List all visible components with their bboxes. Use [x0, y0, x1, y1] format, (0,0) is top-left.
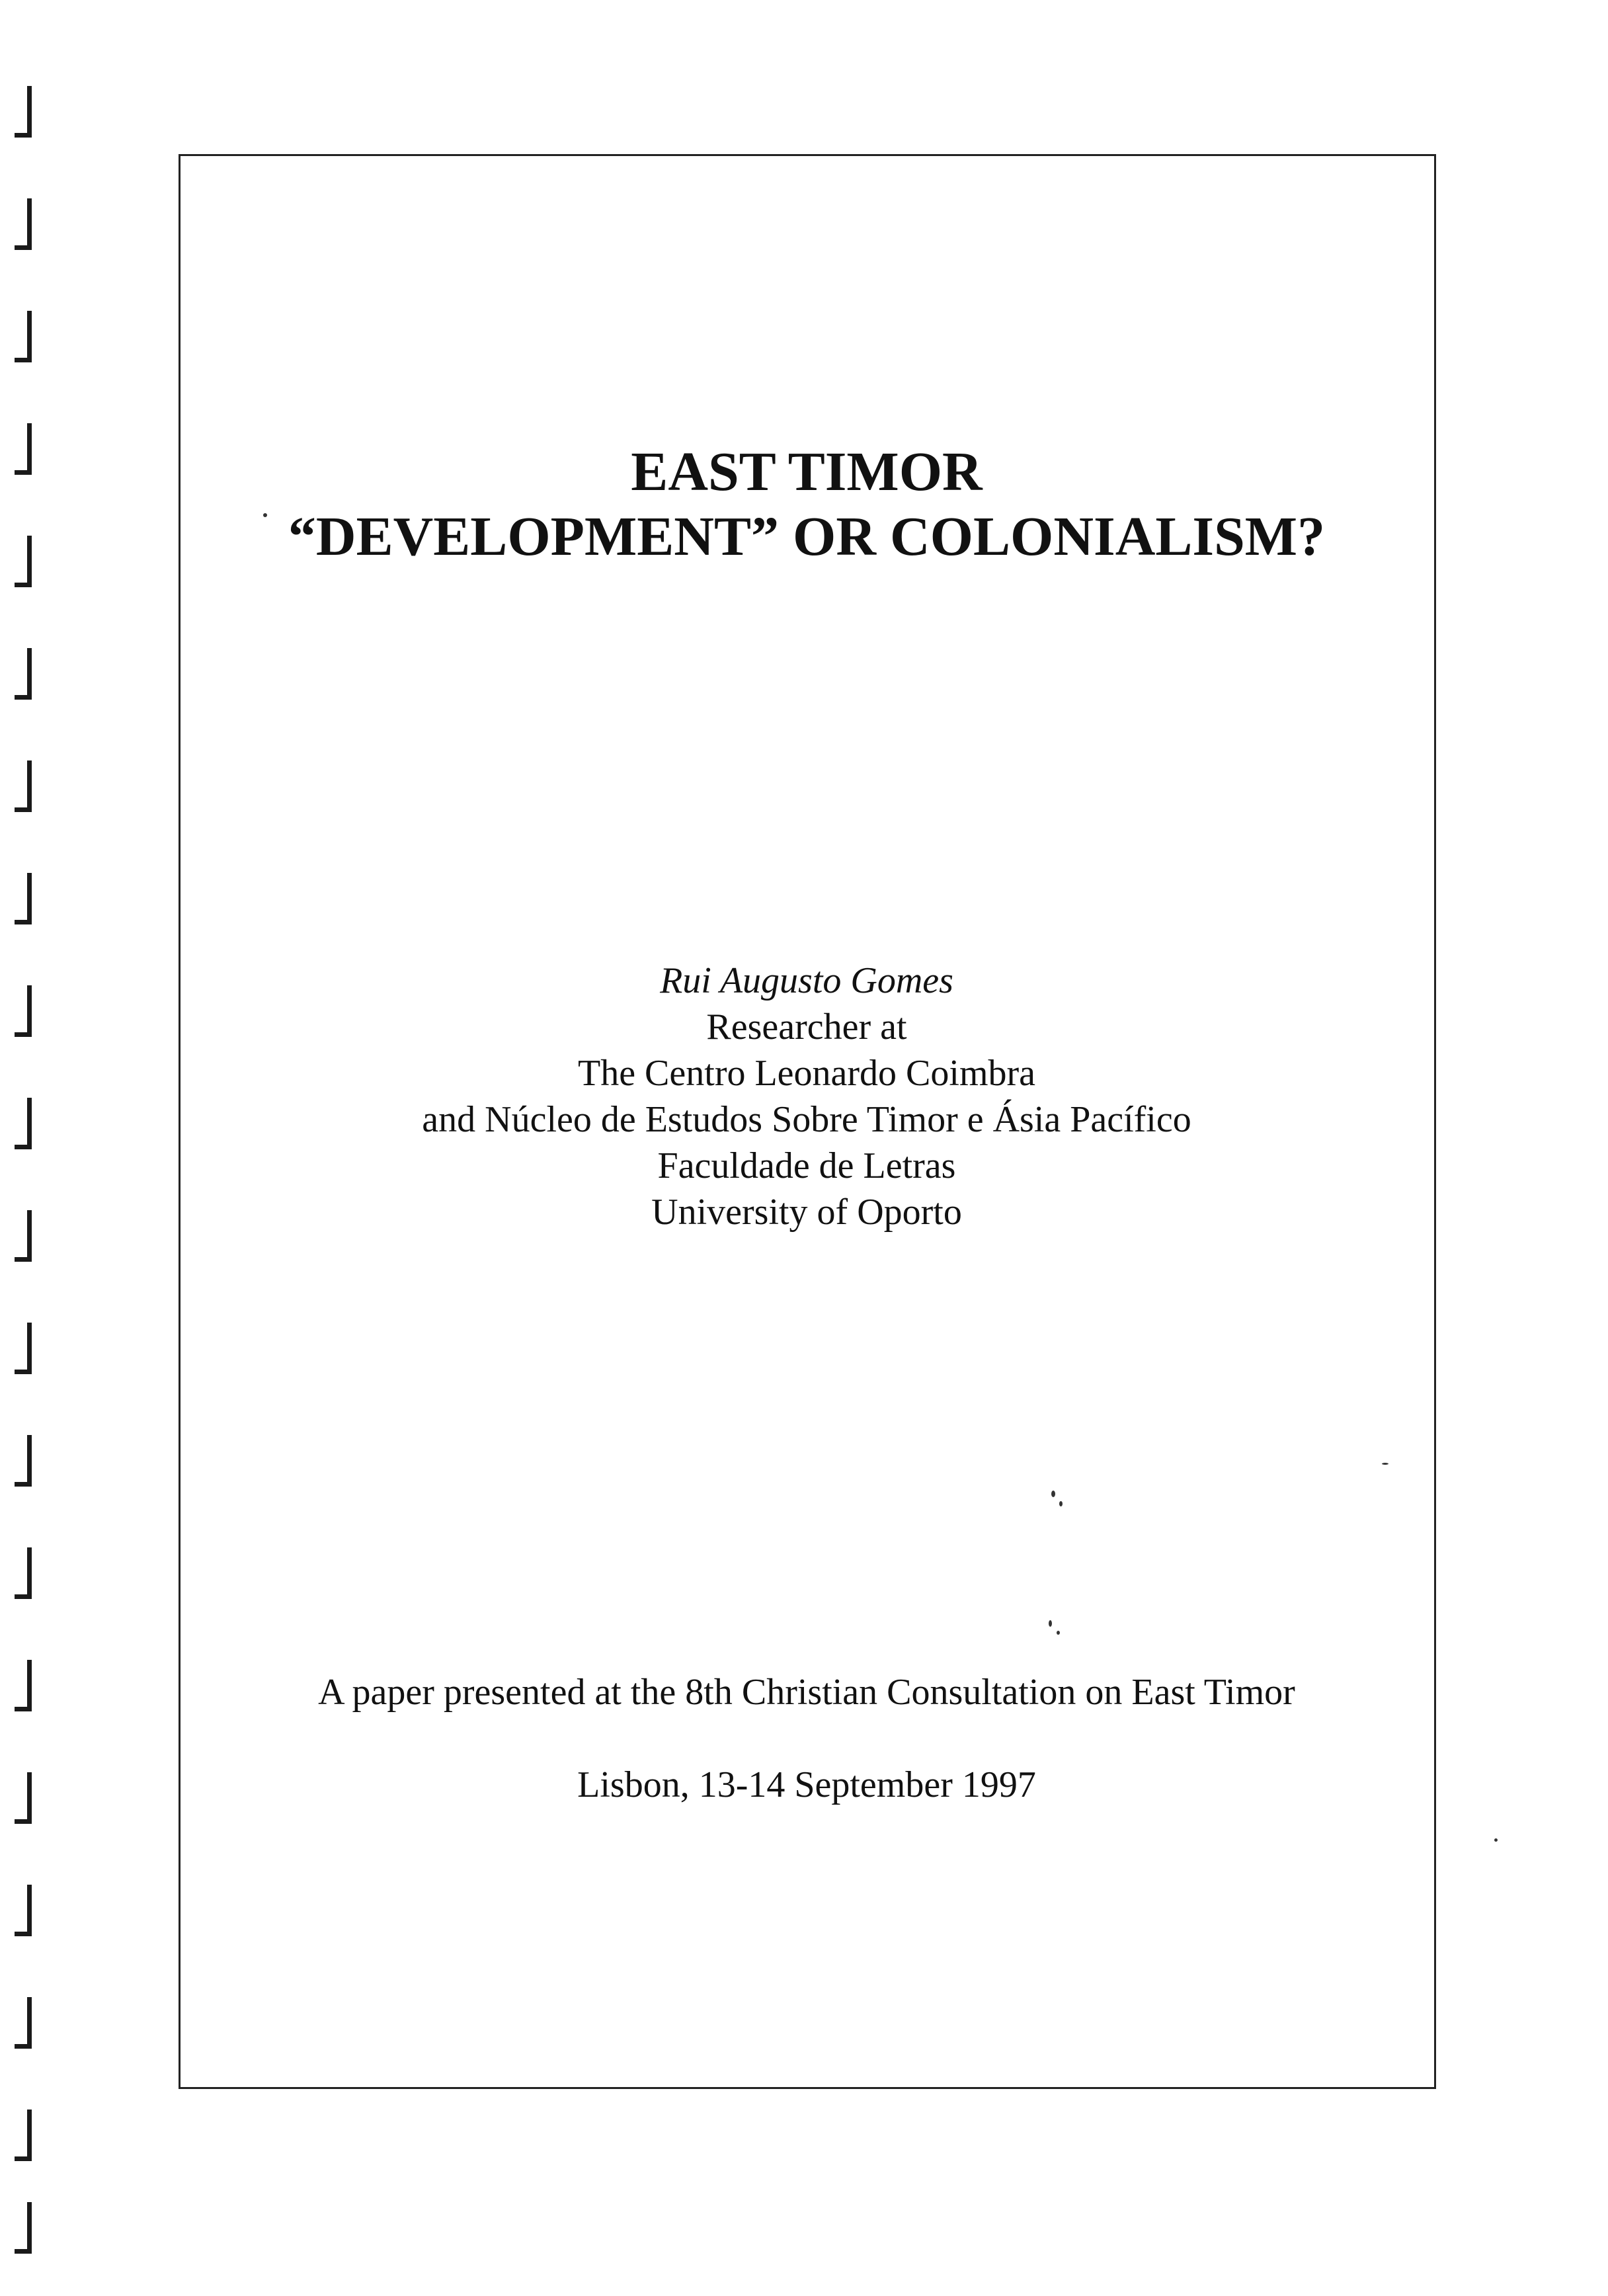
binding-mark [15, 1772, 32, 1824]
binding-mark [15, 311, 32, 362]
scan-speck [1057, 1631, 1060, 1635]
scan-speck [1382, 1463, 1388, 1465]
document-title: EAST TIMOR [631, 441, 983, 503]
binding-mark [15, 2110, 32, 2161]
affiliation-line: and Núcleo de Estudos Sobre Timor e Ásia Pacífico [422, 1099, 1191, 1140]
binding-mark [15, 648, 32, 700]
place-and-date: Lisbon, 13-14 September 1997 [577, 1764, 1036, 1805]
binding-mark [15, 2202, 32, 2254]
binding-mark [15, 536, 32, 587]
author-name: Rui Augusto Gomes [660, 960, 953, 1001]
binding-mark [15, 1210, 32, 1262]
binding-mark [15, 86, 32, 138]
affiliation-line: Faculdade de Letras [657, 1145, 956, 1186]
scan-speck [1051, 1491, 1055, 1497]
presentation-note: A paper presented at the 8th Christian Consultation on East Timor [318, 1672, 1295, 1713]
binding-mark [15, 1323, 32, 1374]
binding-mark [15, 1660, 32, 1711]
scan-speck [263, 513, 267, 517]
affiliation-line: The Centro Leonardo Coimbra [577, 1053, 1035, 1094]
binding-mark [15, 1435, 32, 1487]
binding-mark [15, 1547, 32, 1599]
document-subtitle: “DEVELOPMENT” OR COLONIALISM? [288, 506, 1326, 567]
scan-speck [1049, 1620, 1052, 1627]
scan-speck [1059, 1501, 1063, 1506]
affiliation-line: University of Oporto [651, 1192, 962, 1233]
binding-mark [15, 985, 32, 1037]
binding-mark [15, 1997, 32, 2049]
author-block [198, 958, 1415, 1235]
spiral-binding [0, 0, 79, 2296]
scan-speck [1494, 1838, 1498, 1842]
binding-mark [15, 198, 32, 250]
binding-mark [15, 1885, 32, 1936]
affiliation-line: Researcher at [706, 1006, 907, 1047]
binding-mark [15, 760, 32, 812]
binding-mark [15, 423, 32, 475]
binding-mark [15, 873, 32, 924]
binding-mark [15, 1098, 32, 1149]
